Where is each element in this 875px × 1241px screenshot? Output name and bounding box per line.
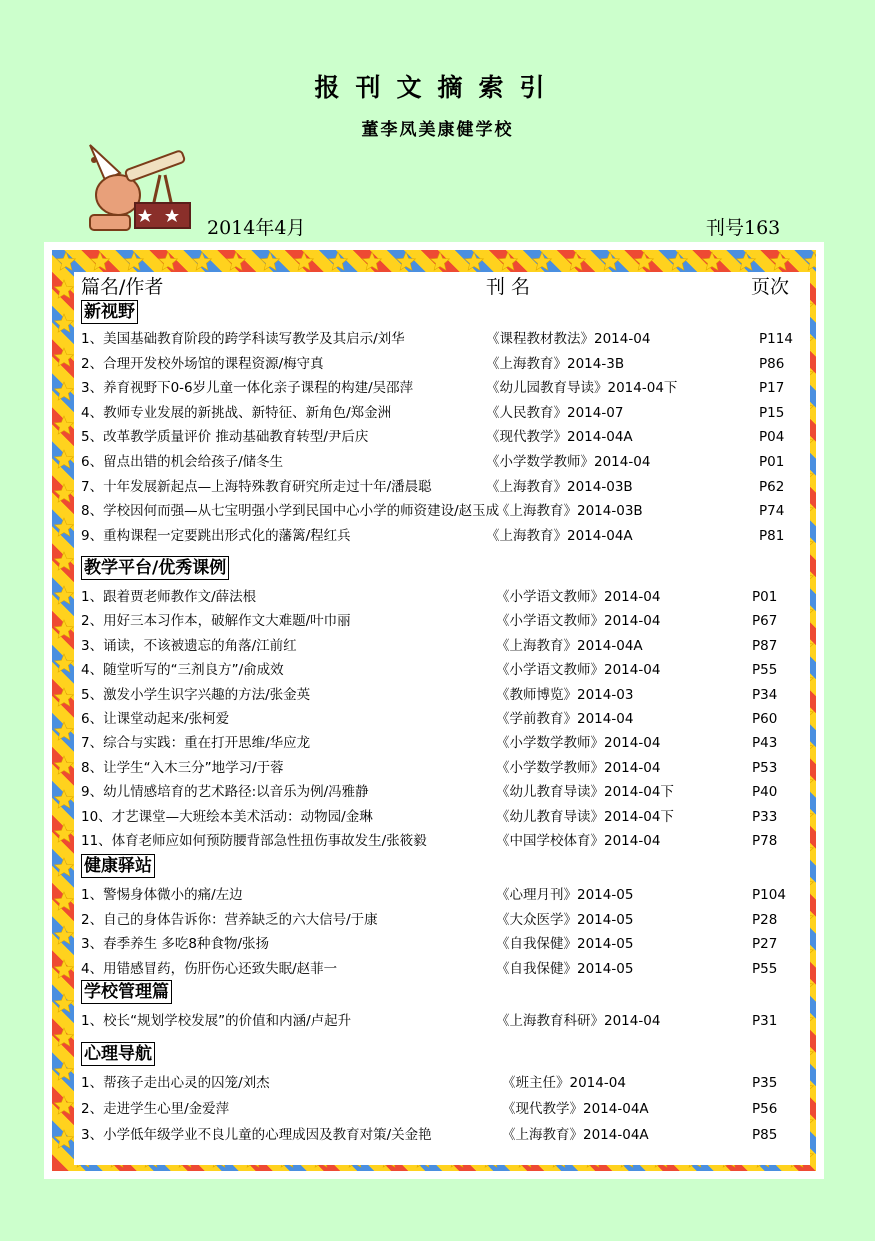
page-number: P81	[759, 527, 785, 544]
star-icon	[55, 858, 74, 876]
section-heading: 新视野	[81, 300, 138, 324]
article-title: 8、学校因何而强—从七宝明强小学到民国中心小学的师资建设/赵玉成	[81, 503, 500, 520]
index-row	[81, 500, 801, 522]
article-title: 6、让课堂动起来/张柯爱	[81, 711, 230, 727]
index-row	[81, 328, 801, 350]
star-icon	[55, 688, 74, 706]
section-heading: 健康驿站	[81, 854, 155, 878]
index-row	[81, 958, 801, 980]
page-number: P87	[752, 637, 778, 654]
index-row	[81, 909, 801, 931]
page-number: P35	[752, 1075, 778, 1091]
journal-name: 《课程教材教法》2014-04	[486, 331, 651, 347]
star-icon	[737, 252, 756, 270]
article-title: 5、激发小学生识字兴趣的方法/张金英	[81, 686, 311, 703]
star-icon	[159, 252, 178, 270]
page-number: P34	[752, 686, 778, 703]
star-icon	[55, 1096, 74, 1114]
article-title: 8、让学生“入木三分”地学习/于蓉	[81, 759, 284, 776]
journal-name: 《中国学校体育》2014-04	[496, 833, 661, 849]
star-icon	[55, 1130, 74, 1148]
index-row	[81, 732, 801, 754]
section-heading: 教学平台/优秀课例	[81, 556, 229, 580]
page-number: P01	[759, 454, 785, 470]
star-icon	[55, 348, 74, 366]
article-title: 4、随堂听写的“三剂良方”/俞成效	[81, 662, 284, 679]
journal-name: 《现代教学》2014-04A	[502, 1101, 649, 1117]
star-icon	[55, 1028, 74, 1046]
journal-name: 《小学数学教师》2014-04	[496, 735, 661, 752]
page-number: P104	[752, 887, 786, 903]
index-row	[81, 377, 801, 399]
journal-name: 《心理月刊》2014-05	[496, 887, 634, 903]
star-icon	[805, 252, 817, 270]
star-icon	[771, 252, 790, 270]
star-icon	[397, 252, 416, 270]
star-icon	[55, 824, 74, 842]
article-title: 2、合理开发校外场馆的课程资源/梅守真	[81, 355, 324, 372]
journal-name: 《上海教育》2014-04A	[496, 637, 643, 654]
journal-name: 《幼儿教育导读》2014-04下	[496, 808, 674, 825]
star-icon	[55, 756, 74, 774]
index-row	[81, 402, 801, 424]
star-icon	[635, 252, 654, 270]
page-number: P31	[752, 1013, 778, 1029]
journal-name: 《自我保健》2014-05	[496, 960, 634, 977]
date: 2014年4月	[207, 217, 306, 239]
index-row	[81, 610, 801, 632]
section-heading: 学校管理篇	[81, 980, 172, 1004]
article-title: 1、警惕身体微小的痛/左边	[81, 887, 243, 903]
article-title: 11、体育老师应如何预防腰背部急性扭伤事故发生/张筱毅	[81, 833, 427, 849]
page-number: P43	[752, 735, 778, 752]
school-name: 董李凤美康健学校	[361, 120, 514, 140]
star-icon	[55, 1062, 74, 1080]
star-icon	[261, 252, 280, 270]
star-icon	[55, 926, 74, 944]
journal-name: 《现代教学》2014-04A	[486, 429, 633, 446]
journal-name: 《上海教育》2014-03B	[486, 478, 633, 495]
page-number: P114	[759, 331, 793, 347]
article-title: 7、综合与实践：重在打开思维/华应龙	[81, 735, 311, 752]
article-title: 4、用错感冒药，伤肝伤心还致失眠/赵菲一	[81, 960, 338, 977]
article-title: 3、春季养生 多吃8种食物/张扬	[81, 936, 270, 952]
index-row	[81, 781, 801, 803]
star-icon	[55, 314, 74, 332]
article-title: 3、养育视野下0-6岁儿童一体化亲子课程的构建/吴邵萍	[81, 380, 414, 397]
article-title: 2、用好三本习作本，破解作文大难题/叶巾丽	[81, 613, 351, 630]
index-row	[81, 525, 801, 547]
column-header-page: 页次	[751, 276, 790, 298]
star-icon	[55, 620, 74, 638]
journal-name: 《小学语文教师》2014-04	[496, 589, 661, 605]
index-row	[81, 708, 801, 730]
journal-name: 《小学数学教师》2014-04	[486, 454, 651, 470]
journal-name: 《小学语文教师》2014-04	[496, 613, 661, 630]
article-title: 1、帮孩子走出心灵的囚笼/刘杰	[81, 1075, 270, 1091]
index-row	[81, 1098, 801, 1120]
star-icon	[55, 654, 74, 672]
star-icon	[55, 280, 74, 298]
star-icon	[55, 790, 74, 808]
journal-name: 《大众医学》2014-05	[496, 911, 634, 928]
article-title: 7、十年发展新起点—上海特殊教育研究所走过十年/潘晨聪	[81, 478, 432, 495]
journal-name: 《教师博览》2014-03	[496, 686, 634, 703]
index-row	[81, 659, 801, 681]
star-icon	[91, 252, 110, 270]
article-title: 9、重构课程一定要跳出形式化的藩篱/程红兵	[81, 527, 351, 544]
index-row	[81, 1010, 801, 1032]
star-icon	[55, 484, 74, 502]
page-number: P67	[752, 613, 778, 630]
star-icon	[55, 722, 74, 740]
star-icon	[669, 252, 688, 270]
index-row	[81, 1124, 801, 1146]
page-number: P62	[759, 478, 785, 495]
page-number: P15	[759, 404, 785, 421]
page-number: P55	[752, 662, 778, 679]
article-title: 1、美国基础教育阶段的跨学科读写教学及其启示/刘华	[81, 331, 405, 347]
journal-name: 《人民教育》2014-07	[486, 404, 624, 421]
section-heading: 心理导航	[81, 1042, 155, 1066]
index-row	[81, 1072, 801, 1094]
wizard-telescope-icon	[80, 135, 210, 235]
journal-name: 《幼儿园教育导读》2014-04下	[486, 380, 678, 397]
article-title: 2、走进学生心里/金爱萍	[81, 1101, 230, 1117]
star-icon	[363, 252, 382, 270]
index-row	[81, 635, 801, 657]
page-number: P01	[752, 589, 778, 605]
journal-name: 《班主任》2014-04	[502, 1075, 626, 1091]
journal-name: 《上海教育》2014-04A	[502, 1127, 649, 1143]
index-row	[81, 933, 801, 955]
star-icon	[55, 586, 74, 604]
article-title: 6、留点出错的机会给孩子/储冬生	[81, 454, 284, 470]
column-header-title: 篇名/作者	[81, 276, 164, 298]
star-icon	[431, 252, 450, 270]
page-number: P74	[759, 503, 785, 520]
star-icon	[295, 252, 314, 270]
page-number: P56	[752, 1101, 778, 1117]
star-icon	[55, 892, 74, 910]
article-title: 9、幼儿情感培育的艺术路径:以音乐为例/冯雅静	[81, 784, 369, 801]
index-row	[81, 586, 801, 608]
article-title: 3、小学低年级学业不良儿童的心理成因及教育对策/关金艳	[81, 1127, 432, 1143]
journal-name: 《小学数学教师》2014-04	[496, 759, 661, 776]
star-icon	[465, 252, 484, 270]
journal-name: 《学前教育》2014-04	[496, 711, 634, 727]
page-number: P86	[759, 355, 785, 372]
journal-name: 《上海教育》2014-03B	[496, 503, 643, 520]
index-row	[81, 806, 801, 828]
star-icon	[567, 252, 586, 270]
star-icon	[227, 252, 246, 270]
issue-number: 刊号163	[706, 217, 781, 239]
page-number: P40	[752, 784, 778, 801]
page-number: P78	[752, 833, 778, 849]
journal-name: 《小学语文教师》2014-04	[496, 662, 661, 679]
index-row	[81, 476, 801, 498]
page-title: 报刊文摘索引	[314, 73, 561, 102]
journal-name: 《自我保健》2014-05	[496, 936, 634, 952]
index-row	[81, 884, 801, 906]
star-icon	[55, 450, 74, 468]
star-icon	[499, 252, 518, 270]
page-number: P60	[752, 711, 778, 727]
article-title: 5、改革教学质量评价 推动基础教育转型/尹后庆	[81, 429, 369, 446]
index-row	[81, 451, 801, 473]
page-number: P17	[759, 380, 785, 397]
star-icon	[125, 252, 144, 270]
star-icon	[55, 416, 74, 434]
star-icon	[57, 252, 76, 270]
index-row	[81, 426, 801, 448]
star-icon	[329, 252, 348, 270]
star-icon	[55, 994, 74, 1012]
star-icon	[193, 252, 212, 270]
page-number: P53	[752, 759, 778, 776]
journal-name: 《上海教育》2014-04A	[486, 527, 633, 544]
article-title: 2、自己的身体告诉你：营养缺乏的六大信号/于康	[81, 911, 378, 928]
star-icon	[55, 382, 74, 400]
journal-name: 《上海教育》2014-3B	[486, 355, 625, 372]
article-title: 3、诵读，不该被遗忘的角落/江前红	[81, 637, 297, 654]
star-icon	[601, 252, 620, 270]
index-row	[81, 353, 801, 375]
star-icon	[533, 252, 552, 270]
index-row	[81, 830, 801, 852]
article-title: 10、才艺课堂—大班绘本美术活动：动物园/金琳	[81, 808, 373, 825]
star-icon	[55, 552, 74, 570]
index-row	[81, 684, 801, 706]
journal-name: 《幼儿教育导读》2014-04下	[496, 784, 674, 801]
column-header-journal: 刊 名	[486, 276, 531, 298]
page-number: P27	[752, 936, 778, 952]
page-number: P04	[759, 429, 785, 446]
journal-name: 《上海教育科研》2014-04	[496, 1013, 661, 1029]
page-number: P85	[752, 1127, 778, 1143]
page-number: P55	[752, 960, 778, 977]
star-icon	[703, 252, 722, 270]
index-frame	[44, 242, 824, 1179]
index-row	[81, 757, 801, 779]
article-title: 1、校长“规划学校发展”的价值和内涵/卢起升	[81, 1013, 352, 1029]
star-icon	[55, 518, 74, 536]
article-title: 4、教师专业发展的新挑战、新特征、新角色/郑金洲	[81, 404, 392, 421]
article-title: 1、跟着贾老师教作文/薛法根	[81, 589, 257, 605]
page-number: P28	[752, 911, 778, 928]
page-number: P33	[752, 808, 778, 825]
star-icon	[55, 960, 74, 978]
